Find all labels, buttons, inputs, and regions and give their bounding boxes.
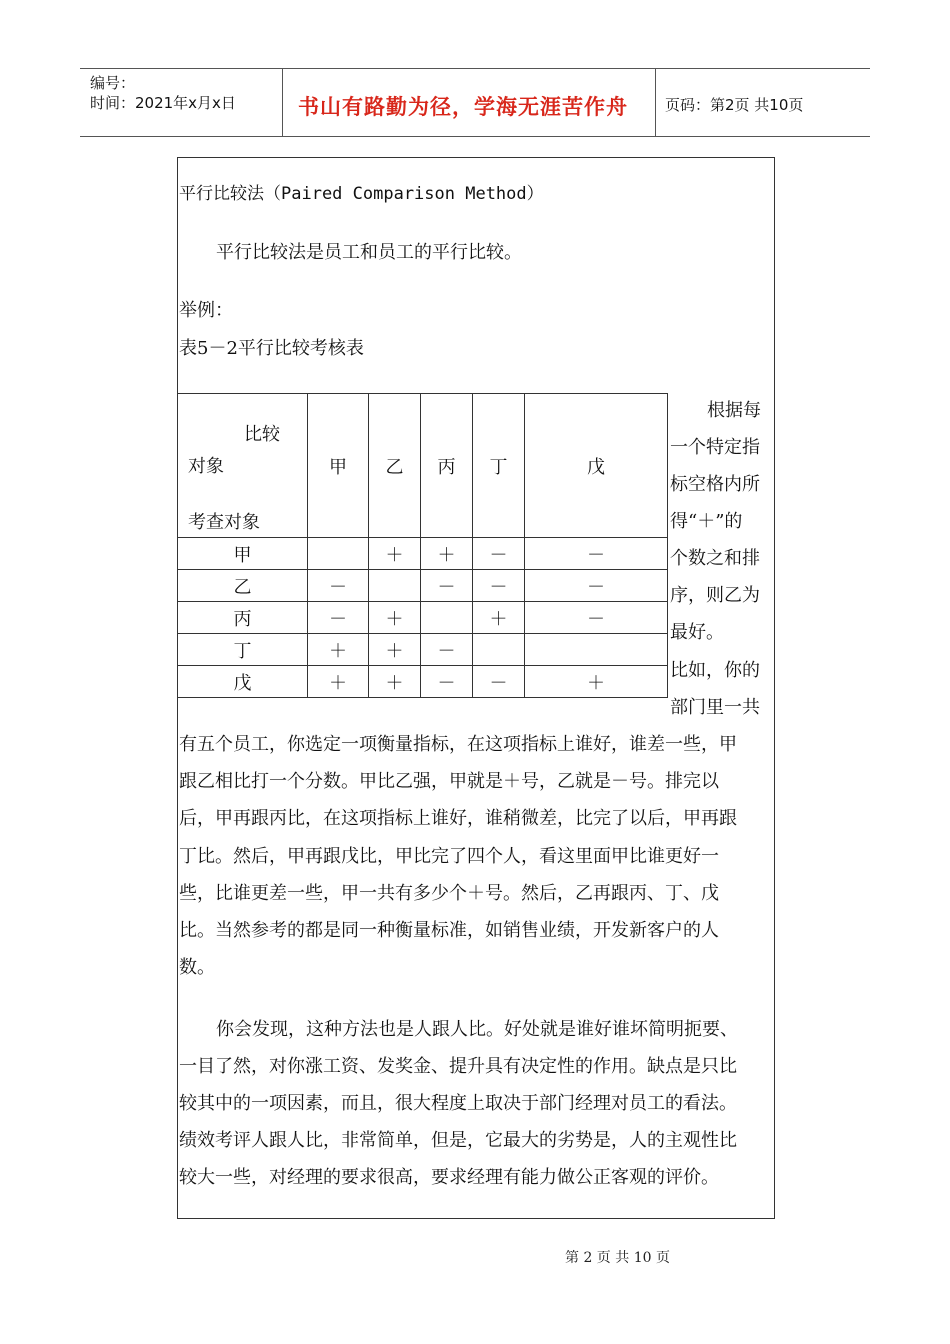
header-divider-left <box>282 68 283 136</box>
paragraph1-line: 些，比谁更差一些，甲一共有多少个＋号。然后，乙再跟丙、丁、戊 <box>179 883 719 904</box>
corner-compare-label: 比较 <box>244 424 280 445</box>
paragraph2-line: 你会发现，这种方法也是人跟人比。好处就是谁好谁坏简明扼要、 <box>216 1019 738 1040</box>
column-header: 丙 <box>421 394 473 538</box>
example-label: 举例： <box>179 300 233 321</box>
paragraph1-line: 丁比。然后，甲再跟戊比，甲比完了四个人，看这里面甲比谁更好一 <box>179 846 719 867</box>
section-title: 平行比较法（Paired Comparison Method） <box>179 184 544 204</box>
column-header: 丁 <box>473 394 525 538</box>
header-bottom-rule <box>80 136 870 137</box>
side-text-line: 部门里一共 <box>670 697 760 718</box>
table-cell: － <box>525 570 668 602</box>
paragraph1-line: 有五个员工，你选定一项衡量指标，在这项指标上谁好，谁差一些，甲 <box>179 734 737 755</box>
table-header-row <box>178 394 668 538</box>
corner-object-label: 对象 <box>188 456 224 477</box>
table-row <box>178 570 668 602</box>
table-cell: － <box>308 570 369 602</box>
table-cell <box>308 538 369 570</box>
header-motto: 书山有路勤为径，学海无涯苦作舟 <box>298 95 628 119</box>
table-cell: － <box>473 666 525 698</box>
table-caption: 表5－2平行比较考核表 <box>179 338 364 359</box>
table-cell: ＋ <box>473 602 525 634</box>
header-time-label: 时间：2021年x月x日 <box>90 94 236 112</box>
row-label: 甲 <box>178 538 308 570</box>
header-number-label: 编号： <box>90 74 136 92</box>
table-cell: ＋ <box>369 666 421 698</box>
side-text-line: 根据每 <box>707 400 761 421</box>
paragraph1-line: 比。当然参考的都是同一种衡量标准，如销售业绩，开发新客户的人 <box>179 920 719 941</box>
header-page-label: 页码：第2页 共10页 <box>665 96 804 114</box>
table-cell: ＋ <box>525 666 668 698</box>
table-cell: － <box>421 570 473 602</box>
row-label: 丙 <box>178 602 308 634</box>
paragraph1-line: 后，甲再跟丙比，在这项指标上谁好，谁稍微差，比完了以后，甲再跟 <box>179 808 737 829</box>
paragraph1-line: 跟乙相比打一个分数。甲比乙强，甲就是＋号，乙就是－号。排完以 <box>179 771 719 792</box>
column-header: 乙 <box>369 394 421 538</box>
row-label: 丁 <box>178 634 308 666</box>
table-cell: － <box>473 570 525 602</box>
paragraph2-line: 较其中的一项因素，而且，很大程度上取决于部门经理对员工的看法。 <box>179 1093 737 1114</box>
header-top-rule <box>80 68 870 69</box>
table-cell <box>369 570 421 602</box>
paragraph2-line: 绩效考评人跟人比，非常简单，但是，它最大的劣势是，人的主观性比 <box>179 1130 737 1151</box>
side-text-line: 比如，你的 <box>670 660 760 681</box>
side-text-line: 序，则乙为 <box>670 585 760 606</box>
table-cell: ＋ <box>308 666 369 698</box>
table-cell <box>525 634 668 666</box>
table-cell: － <box>525 538 668 570</box>
header-divider-right <box>655 68 656 136</box>
table-cell: － <box>421 666 473 698</box>
table-cell: － <box>473 538 525 570</box>
table-cell <box>473 634 525 666</box>
table-cell: ＋ <box>369 634 421 666</box>
intro-text: 平行比较法是员工和员工的平行比较。 <box>216 242 522 263</box>
table-cell: ＋ <box>369 538 421 570</box>
paragraph2-line: 较大一些，对经理的要求很高，要求经理有能力做公正客观的评价。 <box>179 1167 719 1188</box>
table-row <box>178 602 668 634</box>
table-corner-cell <box>178 394 308 538</box>
side-text-line: 标空格内所 <box>670 474 760 495</box>
column-header: 甲 <box>308 394 369 538</box>
side-text-line: 得“＋”的 <box>670 511 743 532</box>
table-cell: ＋ <box>369 602 421 634</box>
table-row <box>178 538 668 570</box>
table-cell: － <box>525 602 668 634</box>
table-cell: － <box>308 602 369 634</box>
paragraph2-line: 一目了然，对你涨工资、发奖金、提升具有决定性的作用。缺点是只比 <box>179 1056 737 1077</box>
table-cell: － <box>421 634 473 666</box>
table-cell: ＋ <box>308 634 369 666</box>
table-cell <box>421 602 473 634</box>
side-text-line: 最好。 <box>670 622 724 643</box>
row-label: 戊 <box>178 666 308 698</box>
table-row <box>178 634 668 666</box>
table-cell: ＋ <box>421 538 473 570</box>
paragraph1-line: 数。 <box>179 957 215 978</box>
comparison-table <box>177 393 668 698</box>
table-row <box>178 666 668 698</box>
corner-examined-label: 考查对象 <box>188 512 260 533</box>
side-text-line: 个数之和排 <box>670 548 760 569</box>
column-header: 戊 <box>525 394 668 538</box>
row-label: 乙 <box>178 570 308 602</box>
footer-page-number: 第 2 页 共 10 页 <box>565 1250 670 1266</box>
side-text-line: 一个特定指 <box>670 437 760 458</box>
